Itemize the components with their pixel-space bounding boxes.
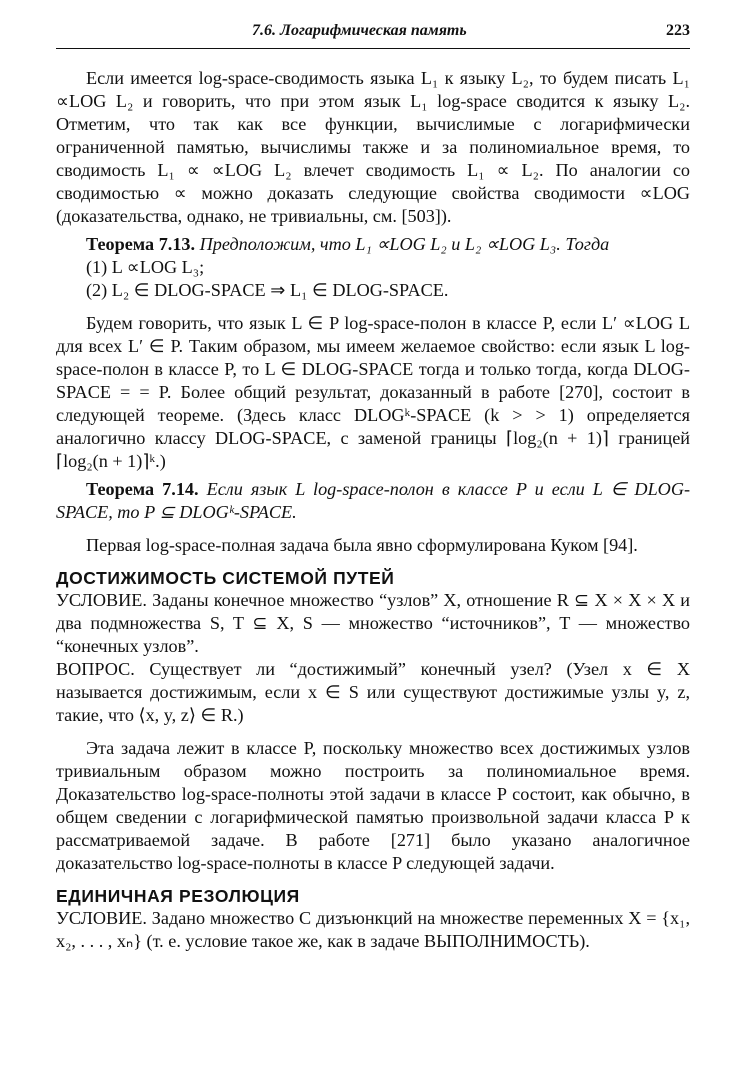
theorem-label: Теорема 7.14.: [86, 479, 199, 499]
header-rule: [56, 48, 690, 49]
theorem-statement: Предположим, что L₁ ∝LOG L₂ и L₂ ∝LOG L₃. Тогда: [199, 234, 610, 254]
paragraph-cook: Первая log-space-полная задача была явно сформулирована Куком [94].: [86, 535, 638, 555]
page-number: 223: [666, 22, 690, 39]
theorem-7-13: [56, 233, 690, 256]
running-title: 7.6. Логарифмическая память: [252, 22, 467, 39]
problem-question: ВОПРОС. Существует ли “достижимый” конечный узел? (Узел x ∈ X называется достижимым, если x ∈ S или существуют достижимые узлы y, z, такие, что ⟨x, y, z⟩ ∈ R.): [56, 659, 690, 725]
problem-title-unit-resolution: ЕДИНИЧНАЯ РЕЗОЛЮЦИЯ: [56, 886, 300, 906]
problem-condition: УСЛОВИЕ. Задано множество C дизъюнкций на множестве переменных X = {x₁, x₂, . . . , xₙ} (т. е. условие такое же, как в задаче ВЫПОЛНИМОСТЬ).: [56, 908, 690, 951]
book-page: [56, 22, 690, 953]
paragraph-discussion: Эта задача лежит в классе P, поскольку множество всех достижимых узлов тривиальным образом можно построить за полиномиальное время. Доказательство log-space-полноты этой задачи в классе P состоит, как обычно, в общем сведении с логарифмической памятью произвольной задачи класса P к рассматриваемой задаче. В работе [271] было указано аналогичное доказательство log-space-полноты в классе P следующей задачи.: [56, 738, 690, 873]
theorem-item: (1) L ∝LOG L₃;: [86, 257, 205, 277]
theorem-label: Теорема 7.13.: [86, 234, 196, 254]
theorem-7-14: [56, 478, 690, 524]
theorem-statement: Если язык L log-space-полон в классе P и если L ∈ DLOG-SPACE, то P ⊆ DLOGᵏ-SPACE.: [56, 479, 691, 522]
theorem-7-13-items: [56, 256, 690, 302]
running-header: [56, 22, 690, 46]
paragraph-reducibility: Если имеется log-space-сводимость языка L₁ к языку L₂, то будем писать L₁ ∝LOG L₂ и говорить, что при этом язык L₁ log-space сводится к языку L₂. Отметим, что так как все функции, вычислимые с логарифмически ограниченной памятью, вычислимы также и за полиномиальное время, то сводимость L₁ ∝ ∝LOG L₂ влечет сводимость L₁ ∝ L₂. По аналогии со сводимостью ∝ можно доказать следующие свойства сводимости ∝LOG (доказательства, однако, не тривиальны, см. [503]).: [56, 68, 690, 226]
problem-condition: УСЛОВИЕ. Заданы конечное множество “узлов” X, отношение R ⊆ X × X × X и два подмножества S, T ⊆ X, S — множество “источников”, T — множество “конечных узлов”.: [56, 590, 690, 656]
theorem-item: (2) L₂ ∈ DLOG-SPACE ⇒ L₁ ∈ DLOG-SPACE.: [86, 280, 449, 300]
problem-title-reachability: ДОСТИЖИМОСТЬ СИСТЕМОЙ ПУТЕЙ: [56, 568, 395, 588]
paragraph-completeness: Будем говорить, что язык L ∈ P log-space-полон в классе P, если L′ ∝LOG L для всех L′ ∈ P. Таким образом, мы имеем желаемое свойство: если язык L log-space-полон в классе P, то L ∈ DLOG-SPACE тогда и только тогда, когда DLOG-SPACE = = P. Более общий результат, доказанный в работе [270], состоит в следующей теореме. (Здесь класс DLOGᵏ-SPACE (k > > 1) определяется аналогично классу DLOG-SPACE, с заменой границы ⌈log₂(n + 1)⌉ границей ⌈log₂(n + 1)⌉ᵏ.): [56, 313, 690, 471]
